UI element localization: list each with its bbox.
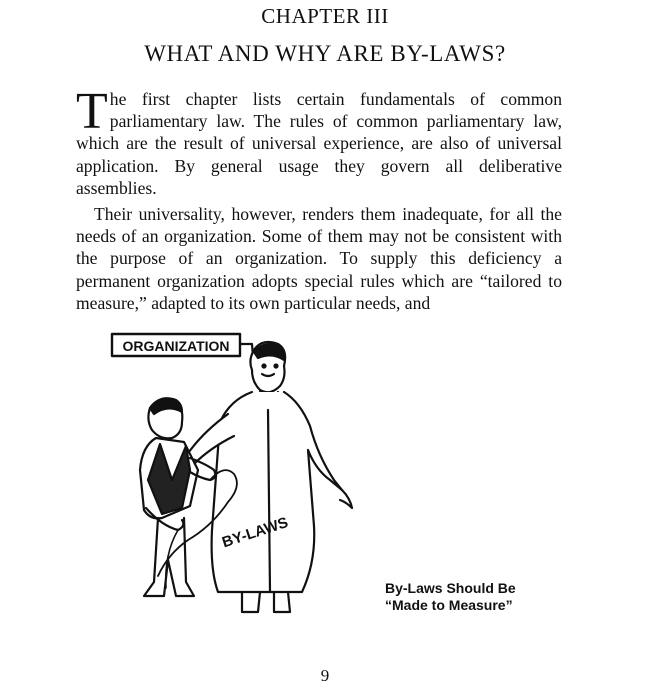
tag-label: ORGANIZATION <box>122 338 230 354</box>
page-number: 9 <box>320 666 330 685</box>
coat <box>212 392 342 592</box>
body-text <box>76 83 562 314</box>
paragraph-2: Their universality, however, renders them inadequate, for all the needs of an organization. Some of them may not be consistent with the purpose of an organization. To supply this deficiency a permanent organization adopts special rules which are “tailored to measure,” adapted to its own particular needs, and <box>76 204 562 313</box>
caption-line-2: “Made to Measure” <box>385 597 513 613</box>
caption-line-1: By-Laws Should Be <box>385 580 516 596</box>
chapter-heading: CHAPTER III <box>261 4 389 28</box>
tailor-cartoon <box>102 330 364 618</box>
paragraph-1 <box>76 83 562 199</box>
chapter-title: WHAT AND WHY ARE BY-LAWS? <box>144 41 506 66</box>
coat-label: BY-LAWS <box>220 514 291 552</box>
man-legs <box>242 592 290 612</box>
illustration-caption <box>385 580 565 614</box>
paragraph-1-text: he first chapter lists certain fundamentals of common parliamentary law. The rules of common parliamentary law, which are the result of universal experience, are also of universal application. By general usage they govern all deliberative assemblies. <box>76 89 562 198</box>
drop-cap: T <box>76 83 108 140</box>
tailor-cartoon-drawing <box>102 330 364 618</box>
